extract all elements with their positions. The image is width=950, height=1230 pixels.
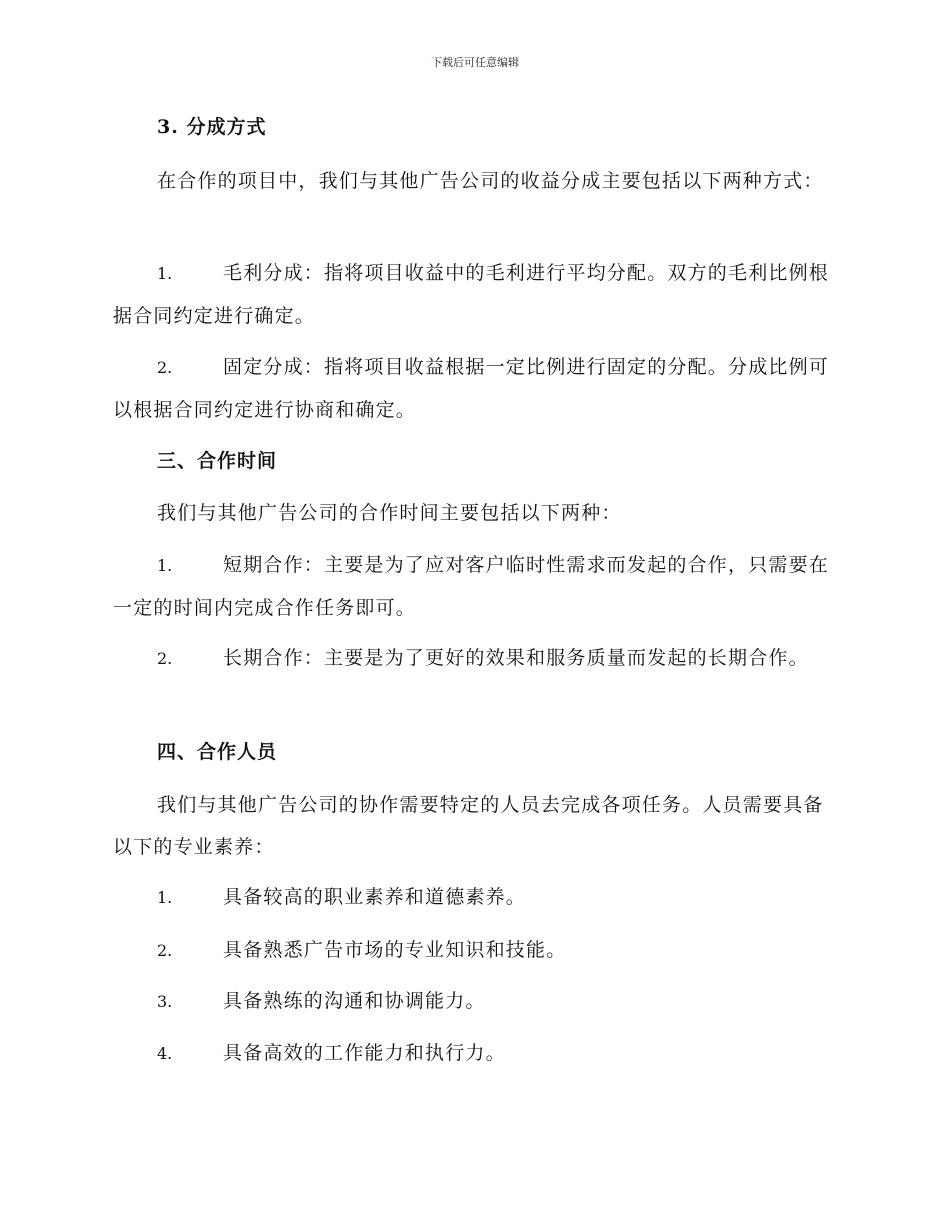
- list-item-text: 毛利分成：指将项目收益中的毛利进行平均分配。双方的毛利比例根据合同约定进行确定。: [113, 262, 830, 327]
- list-item: [113, 1032, 833, 1075]
- list-item-text: 固定分成：指将项目收益根据一定比例进行固定的分配。分成比例可以根据合同约定进行协商和确定。: [113, 356, 830, 421]
- list-item: [113, 637, 833, 680]
- list-item-number: 2.: [157, 649, 173, 668]
- paragraph-revenue-split-intro: 在合作的项目中，我们与其他广告公司的收益分成主要包括以下两种方式：: [157, 170, 824, 192]
- list-item-number: 2.: [157, 358, 173, 377]
- list-item-text: 长期合作：主要是为了更好的效果和服务质量而发起的长期合作。: [223, 647, 809, 669]
- section-heading-cooperation-time: 三、合作时间: [157, 450, 278, 472]
- list-item: [113, 929, 833, 972]
- list-item-text: 短期合作：主要是为了应对客户临时性需求而发起的合作，只需要在一定的时间内完成合作任务即可。: [113, 554, 830, 619]
- list-item-text: 具备较高的职业素养和道德素养。: [223, 886, 527, 908]
- section-heading-cooperation-staff: 四、合作人员: [157, 741, 278, 763]
- list-item-number: 2.: [157, 941, 173, 960]
- list-item-text: 具备高效的工作能力和执行力。: [223, 1042, 506, 1064]
- section-heading-revenue-split: 3. 分成方式: [157, 116, 267, 138]
- list-item-text: 具备熟练的沟通和协调能力。: [223, 990, 486, 1012]
- list-item-number: 1.: [157, 556, 173, 575]
- list-item-number: 3.: [157, 992, 173, 1011]
- list-item: [113, 876, 833, 919]
- paragraph-cooperation-time-intro: 我们与其他广告公司的合作时间主要包括以下两种：: [157, 502, 622, 524]
- page-header: 下载后可任意编辑: [431, 56, 519, 69]
- paragraph-cooperation-staff-intro: 我们与其他广告公司的协作需要特定的人员去完成各项任务。人员需要具备以下的专业素养：: [113, 794, 824, 858]
- list-item: [113, 252, 833, 337]
- list-item-number: 1.: [157, 888, 173, 907]
- list-item: [113, 346, 833, 431]
- list-item: [113, 544, 833, 629]
- list-item-number: 4.: [157, 1044, 173, 1063]
- list-item-number: 1.: [157, 264, 173, 283]
- list-item-text: 具备熟悉广告市场的专业知识和技能。: [223, 939, 567, 961]
- list-item: [113, 980, 833, 1023]
